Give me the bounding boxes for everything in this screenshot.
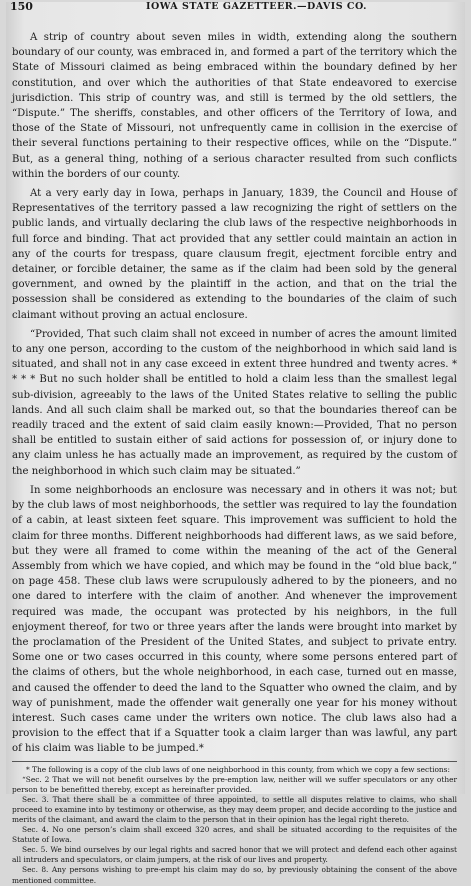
- paragraph-dispute: A strip of country about seven miles in width, extending along the southern boundary of our county, was embraced in, and formed a part of the territory which the State of Missouri claimed as being embraced within the boundary defined by her constitution, and over which the authorities of that State endeavored to exercise jurisdiction. This strip of country was, and still is termed by the old settlers, the “Dispute.” The sheriffs, constables, and other officers of the Territory of Iowa, and those of the State of Missouri, not unfrequently came in collision in the exercise of their several functions pertaining to their respective offices, while on the “Dispute.” But, as a general thing, nothing of a serious character resulted from such conflicts within the borders of our county.: [12, 32, 457, 180]
- paragraph-territory-law: At a very early day in Iowa, perhaps in January, 1839, the Council and House of Representatives of the territory passed a law recognizing the right of settlers on the public lands, and virtually declaring the club laws of the respective neighborhoods in full force and binding. That act provided that any settler could maintain an action in any of the courts for trespass, quare clausum fregit, ejectment forcible entry and detainer, or forcible detainer, the same as if the claim had been sold by the general government, and owned by the plaintiff in the action, and that on the trial the possession shall be considered as extending to the boundaries of the claim of such claimant without proving an actual enclosure.: [12, 188, 457, 321]
- footnote-section: Sec. 5. We bind ourselves by our legal rights and sacred honor that we will protect and defend each other against all intruders and speculators, or claim jumpers, at the risk of our lives and property.: [12, 845, 457, 865]
- footnote-intro: * The following is a copy of the club laws of one neighborhood in this county, from which we copy a few sections:: [26, 764, 450, 774]
- page-number: 150: [10, 0, 33, 13]
- footnote-section: Sec. 8. Any persons wishing to pre-empt his claim may do so, by previously obtaining the consent of the above mentioned committee.: [12, 865, 457, 885]
- paragraph-club-laws: In some neighborhoods an enclosure was necessary and in others it was not; but by the club laws of most neighborhoods, the settler was required to lay the foundation of a cabin, at least sixteen feet square. This improvement was sufficient to hold the claim for three months. Different neighborhoods had different laws, as we said before, but they were all framed to come within the meaning of the act of the General Assembly from which we have copied, and which may be found in the “old blue back,” on page 458. These club laws were scrupulously adhered to by the pioneers, and no one dared to interfere with the claim of another. And whenever the improvement required was made, the occupant was protected by his neighbors, in the full enjoyment thereof, for two or three years after the lands were brought into market by the proclamation of the President of the United States, and subject to private entry. Some one or two cases occurred in this county, where some persons entered part of the claims of others, but the whole neighborhood, in each case, turned out en masse, and caused the offender to deed the land to the Squatter who owned the claim, and by way of punishment, made the offender wait generally one year for his money without interest. Such cases came under the writers own notice. The club laws also had a provision to the effect that if a Squatter took a claim larger than was lawful, any part of his claim was liable to be jumped.*: [12, 484, 457, 755]
- paragraph-proviso: “Provided, That such claim shall not exceed in number of acres the amount limited to any one person, according to the custom of the neighborhood in which said land is situated, and shall not in any case exceed in extent three hundred and twenty acres. * * * * But no such holder shall be entitled to hold a claim less than the smallest legal sub-division, agreeably to the laws of the United States relative to selling the public lands. And all such claim shall be marked out, so that the boundaries thereof can be readily traced and the extent of said claim easily known:—Provided, That no person shall be entitled to sustain either of said actions for possession of, or injury done to any claim unless he has actually made an improvement, as required by the custom of the neighborhood in which such claim may be situated.”: [12, 328, 457, 477]
- running-title: IOWA STATE GAZETTEER.—DAVIS CO.: [146, 1, 367, 12]
- footnote-divider: [12, 761, 457, 762]
- page-body: [12, 30, 457, 886]
- footnote-section: Sec. 4. No one person’s claim shall exceed 320 acres, and shall be situated according to the requisites of the Statute of Iowa.: [12, 825, 457, 845]
- footnote: [12, 765, 457, 886]
- page-header: [6, 2, 465, 16]
- footnote-section: Sec. 3. That there shall be a committee of three appointed, to settle all disputes relative to claims, who shall proceed to examine into by testimony or otherwise, as they may deem proper, and decide according to the justice and merits of the claimant, and award the claim to the person that in their opinion has the legal right thereto.: [12, 794, 457, 825]
- footnote-section: “Sec. 2 That we will not benefit ourselves by the pre-emption law, neither will we suffer speculators or any other person to be benefitted thereby, except as hereinafter provided.: [12, 774, 457, 794]
- book-page: [6, 0, 465, 885]
